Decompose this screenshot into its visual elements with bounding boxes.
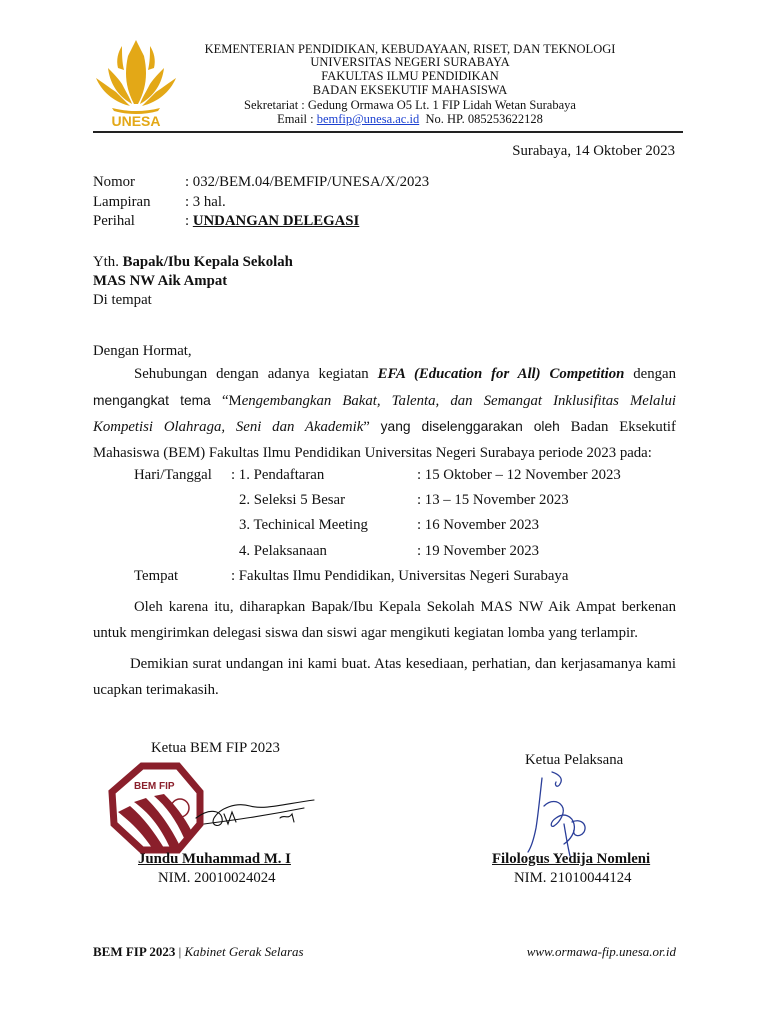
event-name: EFA (Education for All) Competition [377, 366, 625, 382]
perihal-colon: : [185, 213, 193, 229]
header-ministry: KEMENTERIAN PENDIDIKAN, KEBUDAYAAN, RISET, DAN TEKNOLOGI [204, 42, 616, 56]
schedule-tempat-value: : Fakultas Ilmu Pendidikan, Universitas Negeri Surabaya [231, 568, 569, 584]
right-signatory-title: Ketua Pelaksana [525, 752, 624, 768]
schedule-item-date: : 19 November 2023 [417, 543, 540, 559]
header-contact [190, 112, 630, 127]
perihal-subject: UNDANGAN DELEGASI [192, 213, 360, 229]
recipient-school: MAS NW Aik Ampat [93, 273, 228, 289]
email-label: Email : [277, 112, 317, 126]
intro-text-2: dengan [624, 366, 676, 382]
meta-value-lampiran: : 3 hal. [185, 194, 226, 210]
stamp-text: BEM FIP [134, 781, 175, 792]
left-signature [196, 800, 314, 825]
recipient-yth: Yth. [93, 254, 123, 270]
intro-text-5: ” [363, 419, 381, 435]
schedule-item-label: : 1. Pendaftaran [231, 467, 325, 483]
request-paragraph: Oleh karena itu, diharapkan Bapak/Ibu Kepala Sekolah MAS NW Aik Ampat berkenan untuk mengirimkan delegasi siswa dan siswi agar mengikuti kegiatan lomba yang terlampir. [93, 599, 676, 641]
intro-text-6: yang diselenggarakan oleh [380, 419, 560, 434]
greeting: Dengan Hormat, [93, 343, 192, 359]
bem-fip-stamp-and-signature [104, 762, 324, 854]
meta-label-perihal: Perihal [93, 213, 135, 229]
schedule-item-label: 4. Pelaksanaan [239, 543, 327, 559]
right-signatory-name: Filologus Yedija Nomleni [492, 851, 651, 867]
left-signatory-nim: NIM. 20010024024 [158, 870, 276, 886]
recipient-line [93, 253, 293, 271]
right-signatory-nim: NIM. 21010044124 [514, 870, 632, 886]
header-rule [93, 131, 683, 133]
footer-cabinet: Kabinet Gerak Selaras [184, 944, 304, 959]
header-faculty: FAKULTAS ILMU PENDIDIKAN [321, 69, 499, 83]
letter-date: Surabaya, 14 Oktober 2023 [512, 143, 675, 159]
event-theme: engembangkan Bakat, Talenta, dan Semangat Inklusifitas Melalui Kompetisi Olahraga, Seni dan Akademik [93, 392, 676, 435]
meta-label-nomor: Nomor [93, 174, 135, 190]
intro-text-1: Sehubungan dengan adanya kegiatan [134, 366, 378, 382]
closing-paragraph: Demikian surat undangan ini kami buat. Atas kesediaan, perhatian, dan kerjasamanya kami ucapkan terimakasih. [93, 656, 676, 698]
footer-separator: | [175, 944, 185, 959]
intro-text-4: “M [210, 392, 242, 409]
schedule-tempat-label: Tempat [134, 568, 179, 584]
schedule-item-label: 3. Techinical Meeting [239, 517, 368, 533]
header-university: UNIVERSITAS NEGERI SURABAYA [310, 55, 510, 69]
left-signatory-title: Ketua BEM FIP 2023 [151, 740, 280, 756]
email-link[interactable]: bemfip@unesa.ac.id [316, 112, 420, 126]
recipient-name: Bapak/Ibu Kepala Sekolah [122, 254, 293, 270]
schedule-item-date: : 15 Oktober – 12 November 2023 [417, 467, 621, 483]
bem-fip-stamp [112, 766, 200, 850]
header-secretariat: Sekretariat : Gedung Ormawa O5 Lt. 1 FIP Lidah Wetan Surabaya [244, 98, 576, 112]
meta-value-perihal [185, 212, 359, 230]
phone-number: No. HP. 085253622128 [425, 112, 543, 126]
footer-org: BEM FIP 2023 [93, 944, 176, 959]
intro-text-7: Badan Eksekutif Mahasiswa (BEM) Fakultas Ilmu Pendidikan Universitas Negeri Surabaya periode 2023 pada: [93, 419, 676, 461]
intro-text-3: mengangkat tema [93, 392, 211, 408]
schedule-item-date: : 16 November 2023 [417, 517, 540, 533]
unesa-logo [88, 34, 184, 130]
intro-paragraph [93, 362, 676, 466]
logo-text: UNESA [111, 113, 161, 129]
schedule-hari-label: Hari/Tanggal [134, 467, 212, 483]
recipient-place: Di tempat [93, 292, 152, 308]
schedule-item-date: : 13 – 15 November 2023 [417, 492, 569, 508]
footer-left [93, 944, 304, 960]
meta-value-nomor: : 032/BEM.04/BEMFIP/UNESA/X/2023 [185, 174, 430, 190]
left-signatory-name: Jundu Muhammad M. I [138, 851, 291, 867]
meta-label-lampiran: Lampiran [93, 194, 151, 210]
header-organization: BADAN EKSEKUTIF MAHASISWA [312, 83, 508, 97]
right-signature [512, 766, 604, 862]
footer-website[interactable]: www.ormawa-fip.unesa.or.id [526, 944, 676, 959]
schedule-item-label: 2. Seleksi 5 Besar [239, 492, 346, 508]
